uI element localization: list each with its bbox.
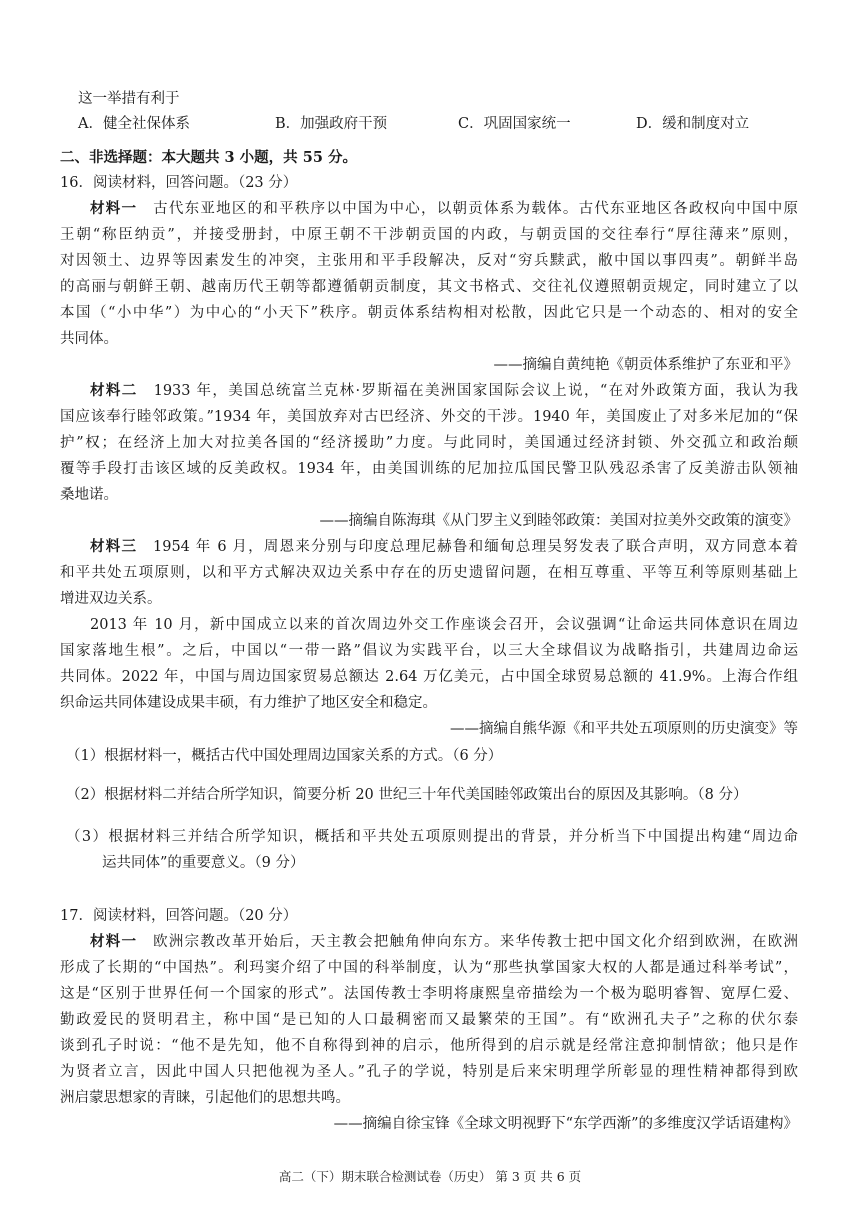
- material-line: 国家落地生根”。之后，中国以“一带一路”倡议为实践平台，以三大全球倡议为战略指引，共建周边命运: [60, 643, 798, 659]
- material-line: 材料一 古代东亚地区的和平秩序以中国为中心，以朝贡体系为载体。古代东亚地区各政权向中国中原: [90, 200, 799, 217]
- material-line: 的高丽与朝鲜王朝、越南历代王朝等都遵循朝贡制度，其文书格式、交往礼仪遵照朝贡规定，同时建立了以: [60, 279, 798, 295]
- material-line: 覆等手段打击该区域的反美政权。1934 年，由美国训练的尼加拉瓜国民警卫队残忍杀害了反美游击队领袖: [60, 461, 798, 477]
- material-line: 国应该奉行睦邻政策。”1934 年，美国放弃对古巴经济、外交的干涉。1940 年，美国废止了对多米尼加的“保: [60, 409, 798, 425]
- material-line: 和平共处五项原则，以和平方式解决双边关系中存在的历史遗留问题，在相互尊重、平等互利等原则基础上: [60, 565, 798, 581]
- question-16-intro: 16．阅读材料，回答问题。（23 分）: [60, 175, 298, 191]
- option-text: 巩固国家统一: [483, 116, 571, 132]
- question-stem: 这一举措有利于: [78, 91, 180, 107]
- option-letter: B．: [275, 116, 301, 132]
- material-line: 桑地诺。: [60, 487, 118, 503]
- material-line: 织命运共同体建设成果丰硕，有力维护了地区安全和稳定。: [60, 695, 437, 711]
- option-text: 加强政府干预: [300, 116, 388, 132]
- page-footer: 高二（下）期末联合检测试卷（历史） 第 3 页 共 6 页: [278, 1169, 582, 1184]
- material-label: 材料一: [90, 933, 138, 950]
- material-line: 本国（“小中华”）为中心的“小天下”秩序。朝贡体系结构相对松散，因此它只是一个动态的、相对的安全: [60, 305, 798, 321]
- material-line: 这是“区别于世界任何一个国家的形式”。法国传教士李明将康熙皇帝描绘为一个极为聪明睿智、宽厚仁爱、: [60, 986, 798, 1002]
- material-label: 材料三: [90, 538, 138, 555]
- material-source: ——摘编自黄纯艳《朝贡体系维护了东亚和平》: [493, 357, 798, 373]
- option-text: 健全社保体系: [102, 116, 190, 132]
- option-d: [636, 114, 749, 134]
- material-line: 为贤者立言，因此中国人只把他视为圣人。”孔子的学说，特别是后来宋明理学所彰显的理性精神都得到欧: [60, 1064, 798, 1080]
- option-c: [458, 114, 571, 134]
- material-line: 王朝“称臣纳贡”，并接受册封，中原王朝不干涉朝贡国的内政，与朝贡国的交往奉行“厚往薄来”原则，: [60, 227, 798, 243]
- material-line: 谈到孔子时说：“他不是先知，他不自称得到神的启示，他所得到的启示就是经常注意抑制情欲；他只是作: [60, 1038, 798, 1054]
- material-source: ——摘编自陈海琪《从门罗主义到睦邻政策：美国对拉美外交政策的演变》: [319, 513, 798, 529]
- section-heading: 二、非选择题：本大题共 3 小题，共 55 分。: [60, 149, 357, 166]
- option-a: [78, 114, 190, 134]
- material-line: 材料一 欧洲宗教改革开始后，天主教会把触角伸向东方。来华传教士把中国文化介绍到欧洲，在欧洲: [90, 933, 799, 950]
- material-label: 材料二: [90, 382, 138, 399]
- material-label: 材料一: [90, 200, 138, 217]
- option-letter: C．: [458, 116, 484, 132]
- material-line: 材料三 1954 年 6 月，周恩来分别与印度总理尼赫鲁和缅甸总理吴努发表了联合声明，双方同意本着: [90, 538, 799, 555]
- material-line: 2013 年 10 月，新中国成立以来的首次周边外交工作座谈会召开，会议强调“让命运共同体意识在周边: [90, 617, 798, 633]
- material-line: 材料二 1933 年，美国总统富兰克林·罗斯福在美洲国家国际会议上说，“在对外政策方面，我认为我: [90, 382, 799, 399]
- question-17-intro: 17．阅读材料，回答问题。（20 分）: [60, 908, 298, 924]
- option-letter: D．: [636, 116, 663, 132]
- material-line: 洲启蒙思想家的青睐，引起他们的思想共鸣。: [60, 1090, 350, 1106]
- material-line: 勤政爱民的贤明君主，称中国“是已知的人口最稠密而又最繁荣的王国”。有“欧洲孔夫子”之称的伏尔泰: [60, 1012, 798, 1028]
- material-line: 对因领土、边界等因素发生的冲突，主张用和平手段解决，反对“穷兵黩武，敝中国以事四夷”。朝鲜半岛: [60, 253, 798, 269]
- material-line: 共同体。2022 年，中国与周边国家贸易总额达 2.64 万亿美元，占中国全球贸易总额的 41.9%。上海合作组: [60, 669, 798, 685]
- option-b: [275, 114, 387, 134]
- material-line: 增进双边关系。: [60, 591, 162, 607]
- material-source: ——摘编自徐宝锋《全球文明视野下“东学西渐”的多维度汉学话语建构》: [333, 1116, 798, 1132]
- material-line: 形成了长期的“中国热”。利玛窦介绍了中国的科举制度，认为“那些执掌国家大权的人都是通过科举考试”，: [60, 960, 798, 976]
- option-text: 缓和制度对立: [662, 116, 750, 132]
- sub-question-3-cont: 运共同体”的重要意义。（9 分）: [102, 855, 305, 871]
- sub-question-3: （3）根据材料三并结合所学知识，概括和平共处五项原则提出的背景，并分析当下中国提出构建“周边命: [66, 829, 798, 845]
- material-line: 护”权；在经济上加大对拉美各国的“经济援助”力度。与此同时，美国通过经济封锁、外交孤立和政治颠: [60, 435, 798, 451]
- option-letter: A．: [78, 116, 103, 132]
- material-line: 共同体。: [60, 331, 118, 347]
- sub-question-1: （1）根据材料一，概括古代中国处理周边国家关系的方式。（6 分）: [66, 748, 503, 764]
- material-source: ——摘编自熊华源《和平共处五项原则的历史演变》等: [450, 721, 798, 737]
- sub-question-2: （2）根据材料二并结合所学知识，简要分析 20 世纪三十年代美国睦邻政策出台的原因及其影响。（8 分）: [66, 787, 748, 803]
